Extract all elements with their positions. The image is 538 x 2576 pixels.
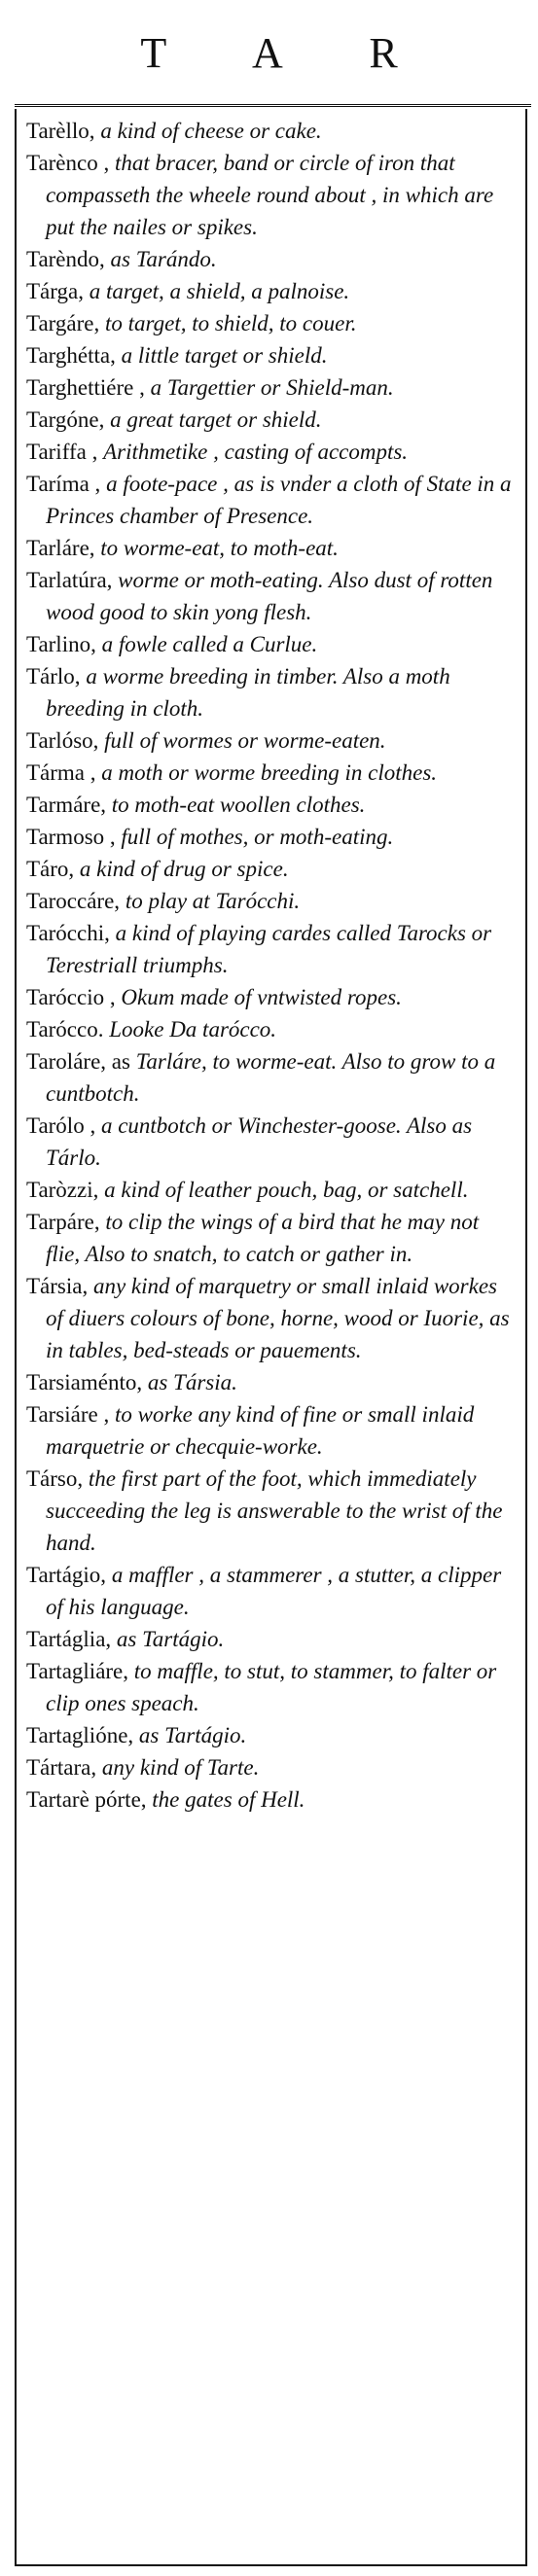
headword: Taroccáre, [26, 889, 121, 913]
definition: Tarláre, to worme-eat. Also to grow to a cuntbotch. [46, 1049, 496, 1106]
definition: a cuntbotch or Winchester-goose. Also as Tárlo. [46, 1113, 473, 1170]
definition: a worme breeding in timber. Also a moth breeding in cloth. [46, 664, 450, 721]
definition: the gates of Hell. [152, 1787, 305, 1812]
definition: that bracer, band or circle of iron that compasseth the wheele round about , in which are put the nailes or spikes. [46, 151, 494, 239]
dictionary-entry [26, 789, 516, 821]
definition: a kind of cheese or cake. [100, 119, 322, 143]
definition: Okum made of vntwisted ropes. [121, 985, 402, 1009]
headword: Tarsiáre , [26, 1402, 110, 1427]
headword: Tarláre, [26, 536, 95, 560]
definition: as Tarándo. [110, 247, 217, 271]
headword: Tartágio, [26, 1563, 107, 1587]
dictionary-entry [26, 404, 516, 436]
dictionary-entry [26, 1270, 516, 1366]
headword: Tartáglia, [26, 1627, 112, 1651]
definition: full of wormes or worme-eaten. [104, 728, 386, 753]
definition: any kind of Tarte. [101, 1755, 260, 1780]
dictionary-entry [26, 564, 516, 628]
headword: Tárlo, [26, 664, 81, 688]
column-bottom-rule [15, 2564, 527, 2566]
headword: Taróccio , [26, 985, 116, 1009]
header-rule [15, 104, 531, 107]
dictionary-entry [26, 1719, 516, 1751]
definition: a Targettier or Shield-man. [150, 375, 394, 400]
dictionary-entry [26, 1174, 516, 1206]
definition: as Tartágio. [116, 1627, 225, 1651]
dictionary-entry [26, 1045, 516, 1110]
headword: Taròzzi, [26, 1178, 99, 1202]
headword: Tarócchi, [26, 921, 110, 945]
dictionary-entry [26, 628, 516, 660]
dictionary-entry [26, 532, 516, 564]
dictionary-entry [26, 275, 516, 307]
headword: Társia, [26, 1274, 89, 1298]
definition: to clip the wings of a bird that he may not flie, Also to snatch, to catch or gather in. [46, 1210, 480, 1266]
definition: a moth or worme breeding in clothes. [101, 760, 438, 785]
definition: a kind of drug or spice. [79, 857, 289, 881]
headword: Targhétta, [26, 343, 116, 368]
dictionary-entry [26, 371, 516, 404]
headword: Tártara, [26, 1755, 97, 1780]
headword: Tartarè pórte, [26, 1787, 147, 1812]
definition: a kind of leather pouch, bag, or satchell. [104, 1178, 469, 1202]
headword: Tarmáre, [26, 793, 107, 817]
dictionary-entry [26, 1623, 516, 1655]
dictionary-entry [26, 1398, 516, 1463]
dictionary-entry [26, 1206, 516, 1270]
definition: to moth-eat woollen clothes. [111, 793, 366, 817]
dictionary-entry [26, 1366, 516, 1398]
headword: Taroláre, as [26, 1049, 130, 1074]
dictionary-entry [26, 468, 516, 532]
headword: Táro, [26, 857, 75, 881]
definition: to play at Tarócchi. [125, 889, 301, 913]
dictionary-entry [26, 757, 516, 789]
dictionary-entry [26, 724, 516, 757]
definition: a little target or shield. [121, 343, 328, 368]
definition: to maffle, to stut, to stammer, to falter or clip ones speach. [46, 1659, 497, 1715]
headword: Tartaglióne, [26, 1723, 134, 1747]
dictionary-entry [26, 660, 516, 724]
dictionary-entry [26, 1751, 516, 1783]
dictionary-column [26, 115, 516, 1816]
headword: Tarèllo, [26, 119, 95, 143]
headword: Tárga, [26, 279, 84, 303]
dictionary-entry [26, 821, 516, 853]
headword: Tárma , [26, 760, 96, 785]
dictionary-entry [26, 147, 516, 243]
headword: Targhettiére , [26, 375, 145, 400]
definition: as Társia. [147, 1370, 237, 1394]
dictionary-entry [26, 339, 516, 371]
headword: Targóne, [26, 407, 105, 432]
headword: Targáre, [26, 311, 100, 335]
headword: Társo, [26, 1466, 84, 1491]
dictionary-entry [26, 436, 516, 468]
definition: worme or moth-eating. Also dust of rotten wood good to skin yong flesh. [46, 568, 493, 624]
dictionary-entry [26, 885, 516, 917]
dictionary-entry [26, 853, 516, 885]
headword: Tarlatúra, [26, 568, 113, 592]
definition: full of mothes, or moth-eating. [121, 825, 394, 849]
dictionary-entry [26, 243, 516, 275]
definition: a maffler , a stammerer , a stutter, a clipper of his language. [46, 1563, 502, 1619]
definition: the first part of the foot, which immediately succeeding the leg is answerable to the wrist of the hand. [46, 1466, 503, 1555]
definition: a great target or shield. [110, 407, 322, 432]
dictionary-entry [26, 1110, 516, 1174]
headword: Tartagliáre, [26, 1659, 129, 1683]
headword: Tarènco , [26, 151, 110, 175]
definition: a foote-pace , as is vnder a cloth of State in a Princes chamber of Presence. [46, 472, 512, 528]
headword: Tarsiaménto, [26, 1370, 143, 1394]
dictionary-entry [26, 1783, 516, 1816]
headword: Tarlino, [26, 632, 96, 656]
page-header [0, 29, 538, 78]
dictionary-entry [26, 981, 516, 1013]
dictionary-entry [26, 917, 516, 981]
headword: Tarèndo, [26, 247, 105, 271]
headword: Tariffa , [26, 440, 98, 464]
definition: to worme-eat, to moth-eat. [100, 536, 339, 560]
definition: a kind of playing cardes called Tarocks or Terestriall triumphs. [46, 921, 492, 977]
definition: a target, a shield, a palnoise. [89, 279, 350, 303]
definition: to worke any kind of fine or small inlaid marquetrie or checquie-worke. [46, 1402, 475, 1459]
definition: Looke Da tarócco. [109, 1017, 277, 1041]
dictionary-entry [26, 1463, 516, 1559]
headword: Tarólo , [26, 1113, 96, 1138]
definition: as Tartágio. [138, 1723, 247, 1747]
dictionary-entry [26, 1013, 516, 1045]
running-head: T A R [140, 29, 437, 77]
definition: a fowle called a Curlue. [101, 632, 318, 656]
dictionary-entry [26, 1559, 516, 1623]
headword: Tarpáre, [26, 1210, 100, 1234]
headword: Tarócco. [26, 1017, 104, 1041]
definition: any kind of marquetry or small inlaid workes of diuers colours of bone, horne, wood or Iuorie, as in tables, bed-steads or pauements. [46, 1274, 510, 1362]
dictionary-entry [26, 1655, 516, 1719]
headword: Tarlóso, [26, 728, 99, 753]
definition: to target, to shield, to couer. [104, 311, 357, 335]
headword: Tarmoso , [26, 825, 116, 849]
definition: Arithmetike , casting of accompts. [103, 440, 409, 464]
dictionary-entry [26, 115, 516, 147]
headword: Taríma , [26, 472, 101, 496]
dictionary-entry [26, 307, 516, 339]
